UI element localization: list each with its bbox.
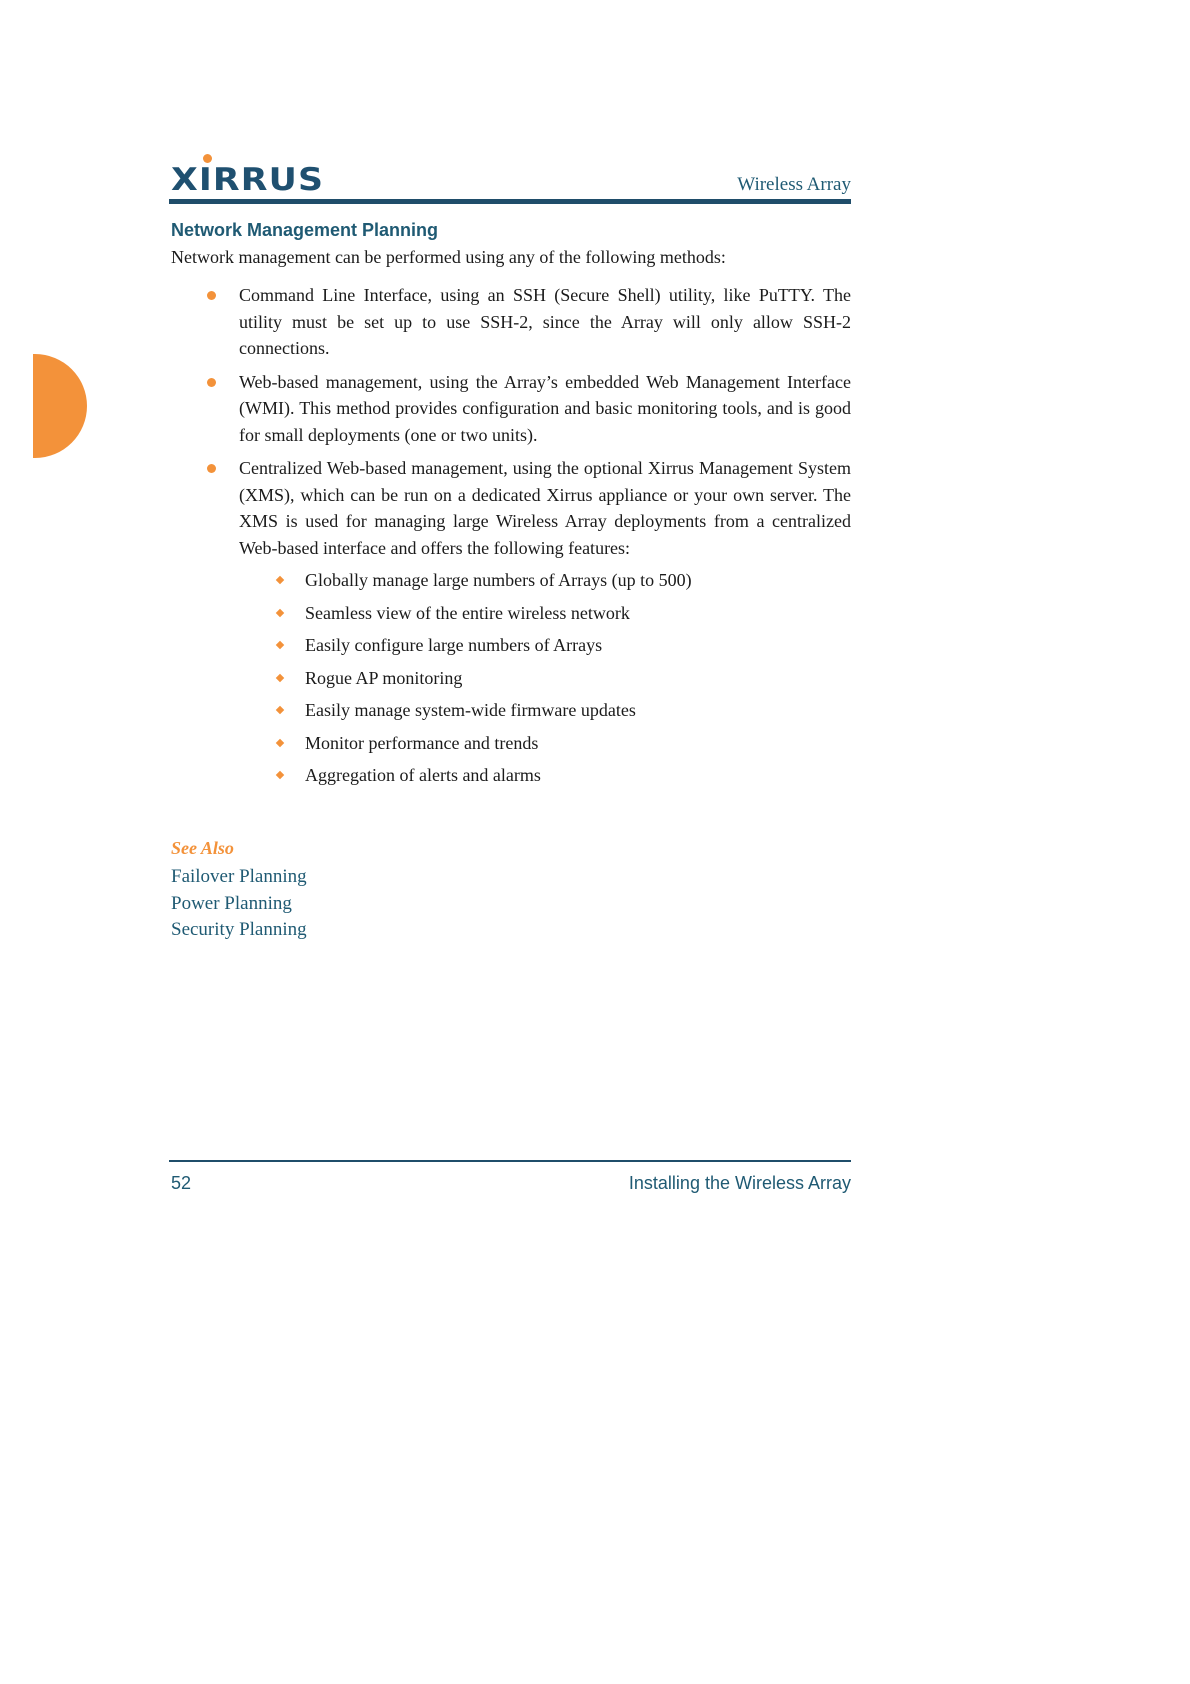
- feature-text: Globally manage large numbers of Arrays (up to 500): [305, 570, 692, 590]
- bullet-dot-icon: [207, 464, 216, 473]
- methods-list: [171, 282, 851, 796]
- intro-paragraph: Network management can be performed using any of the following methods:: [171, 247, 726, 267]
- method-text: Command Line Interface, using an SSH (Secure Shell) utility, like PuTTY. The utility must be set up to use SSH-2, since the Array will only allow SSH-2 connections.: [239, 285, 851, 358]
- link-failover-planning[interactable]: Failover Planning: [171, 866, 307, 887]
- logo-text: XIRRUS: [171, 162, 325, 198]
- header-title: Wireless Array: [737, 174, 851, 195]
- diamond-bullet-icon: [276, 576, 284, 584]
- diamond-bullet-icon: [276, 706, 284, 714]
- feature-item: [239, 665, 851, 692]
- method-item-wmi: [171, 369, 851, 449]
- feature-text: Seamless view of the entire wireless network: [305, 602, 630, 623]
- feature-text: Easily manage system-wide firmware updates: [305, 700, 636, 720]
- diamond-bullet-icon: [276, 771, 284, 779]
- see-also-label: See Also: [171, 838, 234, 858]
- footer-title: Installing the Wireless Array: [628, 1173, 851, 1193]
- page-number: 52: [171, 1173, 192, 1193]
- link-security-planning[interactable]: Security Planning: [171, 919, 307, 940]
- diamond-bullet-icon: [276, 738, 284, 746]
- method-item-cli: [171, 282, 851, 362]
- feature-item: [239, 730, 851, 757]
- feature-item: [239, 697, 851, 724]
- chapter-tab-marker: [33, 354, 87, 458]
- feature-item: [239, 600, 851, 627]
- method-item-xms: [171, 455, 851, 789]
- footer-rule: [169, 1160, 851, 1162]
- bullet-dot-icon: [207, 291, 216, 300]
- link-power-planning[interactable]: Power Planning: [171, 892, 292, 914]
- feature-text: Monitor performance and trends: [305, 732, 539, 753]
- section-heading: Network Management Planning: [171, 220, 439, 240]
- feature-item: [239, 567, 851, 594]
- feature-item: [239, 632, 851, 659]
- feature-text: Aggregation of alerts and alarms: [305, 765, 541, 785]
- see-also-links: [171, 864, 307, 944]
- feature-text: Easily configure large numbers of Arrays: [305, 635, 603, 655]
- features-list: [239, 567, 851, 789]
- feature-item: [239, 762, 851, 789]
- diamond-bullet-icon: [276, 608, 284, 616]
- xirrus-logo: [171, 154, 341, 202]
- diamond-bullet-icon: [276, 673, 284, 681]
- header-rule: [169, 199, 851, 204]
- diamond-bullet-icon: [276, 641, 284, 649]
- bullet-dot-icon: [207, 378, 216, 387]
- method-text: Web-based management, using the Array’s embedded Web Management Interface (WMI). This method provides configuration and basic monitoring tools, and is good for small deployments (one or two units).: [239, 371, 851, 445]
- method-text: Centralized Web-based management, using the optional Xirrus Management System (XMS), which can be run on a dedicated Xirrus appliance or your own server. The XMS is used for managing large Wireless Array deployments from a centralized Web-based interface and offers the following features:: [239, 458, 851, 558]
- feature-text: Rogue AP monitoring: [305, 667, 463, 688]
